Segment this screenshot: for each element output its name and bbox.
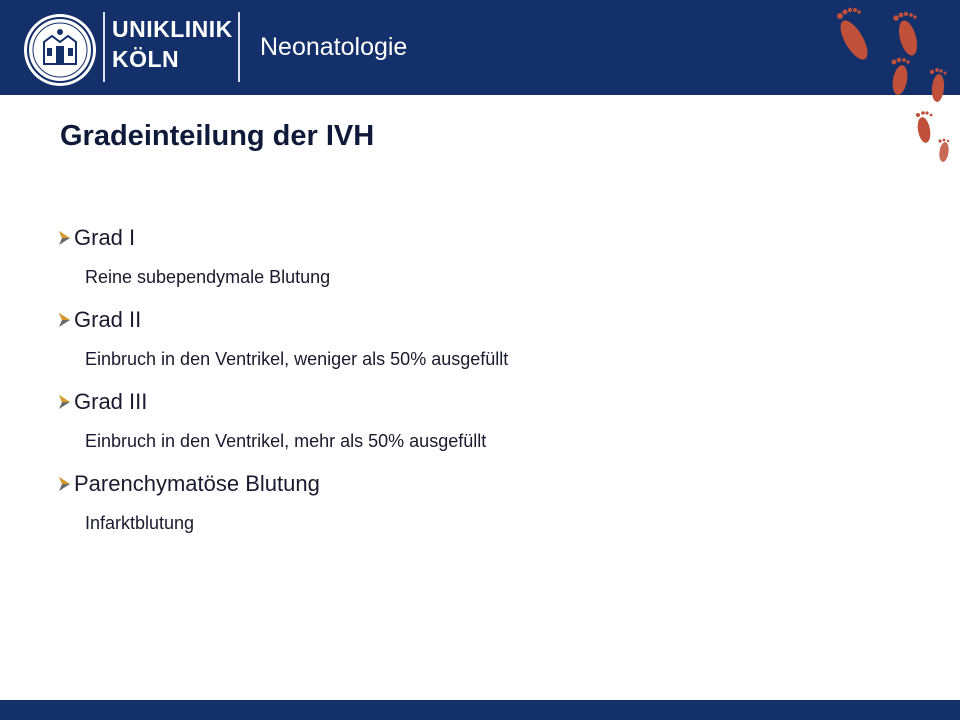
grade-label: Grad II xyxy=(74,307,142,332)
arrow-bullet-icon xyxy=(56,475,72,493)
logo-divider-right xyxy=(238,12,240,82)
grade-description: Infarktblutung xyxy=(85,513,195,533)
grade-item-row xyxy=(56,464,508,504)
baby-footprints-icon xyxy=(820,0,960,170)
slide-title: Gradeinteilung der IVH xyxy=(60,120,375,152)
department-name: Neonatologie xyxy=(260,33,408,61)
arrow-bullet-icon xyxy=(56,229,72,247)
arrow-bullet-icon xyxy=(56,393,72,411)
grade-item-row xyxy=(56,382,508,422)
grade-description: Reine subependymale Blutung xyxy=(85,267,331,287)
arrow-bullet-icon xyxy=(56,311,72,329)
footer-bar xyxy=(0,700,960,720)
logo-divider-left xyxy=(103,12,105,82)
logo-line-2: KÖLN xyxy=(112,46,180,72)
university-seal-icon xyxy=(22,12,98,88)
grade-item xyxy=(56,218,508,300)
grade-item-row xyxy=(56,300,508,340)
grade-item xyxy=(56,464,508,546)
grade-item xyxy=(56,382,508,464)
logo-line-1: UNIKLINIK xyxy=(112,16,233,42)
grade-label: Parenchymatöse Blutung xyxy=(74,471,320,496)
grade-label: Grad III xyxy=(74,389,148,414)
header-bar xyxy=(0,0,960,95)
grade-label: Grad I xyxy=(74,225,136,250)
grade-description: Einbruch in den Ventrikel, mehr als 50% ausgefüllt xyxy=(85,431,487,451)
grade-description: Einbruch in den Ventrikel, weniger als 50% ausgefüllt xyxy=(85,349,509,369)
grade-list xyxy=(56,218,508,546)
grade-item xyxy=(56,300,508,382)
uniklinik-logo-text xyxy=(112,14,233,74)
grade-item-row xyxy=(56,218,508,258)
